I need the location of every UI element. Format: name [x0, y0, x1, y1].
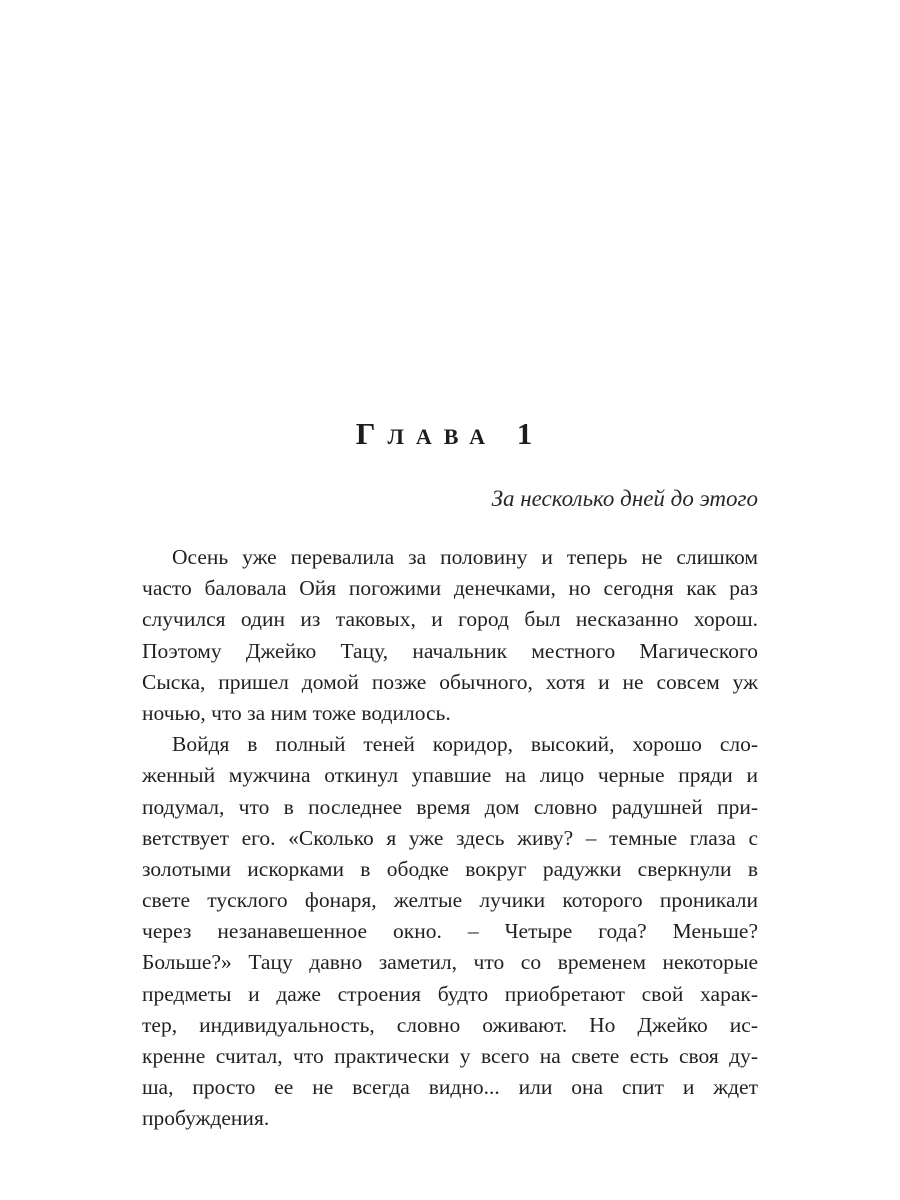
paragraph-2-line: ша, просто ее не всегда видно... или она спит и ждет: [142, 1075, 758, 1100]
paragraph-1-line: случился один из таковых, и город был несказанно хорош.: [142, 607, 758, 632]
paragraph-2-line: женный мужчина откинул упавшие на лицо черные пряди и: [142, 763, 758, 788]
paragraph-2-line: тер, индивидуальность, словно оживают. Но Джейко ис-: [142, 1012, 758, 1037]
paragraph-2-line: Войдя в полный теней коридор, высокий, хорошо сло-: [172, 732, 758, 757]
paragraph-1-line: Сыска, пришел домой позже обычного, хотя и не совсем уж: [142, 669, 758, 694]
paragraph-2-line: ветствует его. «Сколько я уже здесь живу? – темные глаза с: [142, 825, 758, 850]
chapter-epigraph: За несколько дней до этого: [491, 486, 758, 511]
paragraph-2-line: золотыми искорками в ободке вокруг радужки сверкнули в: [142, 856, 758, 881]
paragraph-2-line: кренне считал, что практически у всего на свете есть своя ду-: [142, 1044, 758, 1068]
paragraph-1-line: Поэтому Джейко Тацу, начальник местного Магического: [142, 638, 758, 663]
paragraph-1-line: часто баловала Ойя погожими денечками, но сегодня как раз: [142, 576, 758, 601]
paragraph-2-line: подумал, что в последнее время дом словно радушней при-: [142, 794, 758, 819]
paragraph-1-line: ночью, что за ним тоже водилось.: [142, 700, 451, 725]
paragraph-2-line: через незанавешенное окно. – Четыре года? Меньше?: [142, 919, 758, 944]
paragraph-1-line: Осень уже перевалила за половину и теперь не слишком: [172, 545, 758, 569]
chapter-title: Глава 1: [355, 416, 545, 451]
paragraph-2-line: свете тусклого фонаря, желтые лучики которого проникали: [142, 888, 758, 913]
paragraph-2-line: пробуждения.: [142, 1106, 270, 1131]
paragraph-2-line: Больше?» Тацу давно заметил, что со временем некоторые: [142, 950, 758, 975]
paragraph-2-line: предметы и даже строения будто приобретают свой харак-: [142, 981, 758, 1006]
chapter-body: [142, 542, 758, 1135]
